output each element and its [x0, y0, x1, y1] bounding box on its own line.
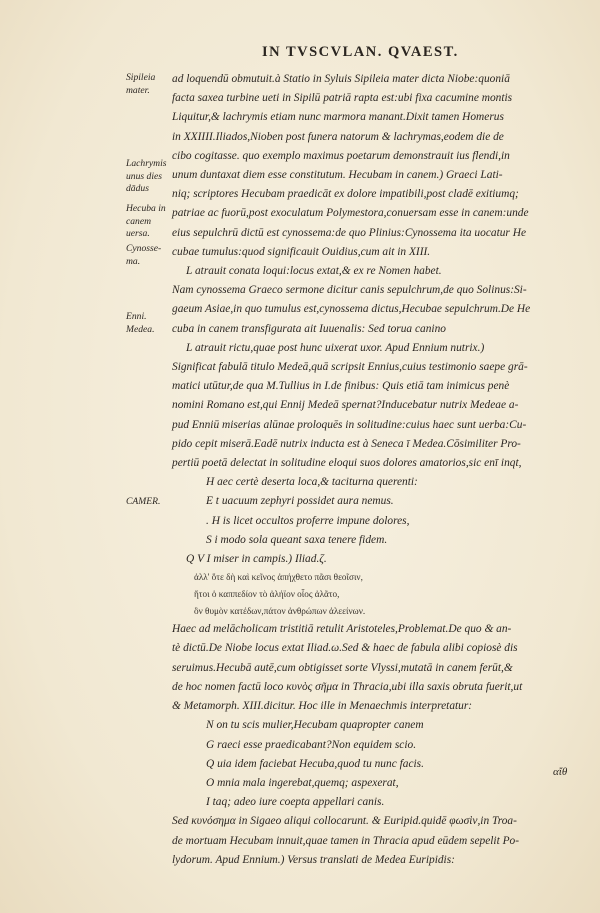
text-line: I taq; adeo iure coepta appellari canis.	[206, 796, 385, 809]
text-line: seruimus.Hecubā autē,cum obtigisset sorte Vlyssi,mutatā in canem ferūt,&	[172, 661, 513, 674]
catchword: αἴθ	[553, 766, 568, 778]
text-line: L atrauit rictu,quae post hunc uixerat uxor. Apud Ennium nutrix.)	[186, 341, 485, 354]
main-text	[172, 70, 564, 870]
running-head: IN TVSCVLAN. QVAEST.	[262, 44, 459, 60]
text-line: nomini Romano est,qui Ennij Medeā spernat?Inducebatur nutrix Medeae a-	[172, 399, 519, 412]
text-line: N on tu scis mulier,Hecubam quapropter canem	[206, 719, 424, 732]
text-line: facta saxea turbine ueti in Sipilū patriā rapta est:ubi fixa cacumine montis	[172, 92, 513, 105]
text-line: Nam cynossema Graeco sermone dicitur canis sepulchrum,de quo Solinus:Si-	[172, 284, 527, 297]
text-line: patriae ac fuorū,post exoculatum Polymestora,conuersam esse in canem:unde	[172, 207, 529, 220]
text-line: de mortuam Hecubam innuit,quae tamen in Thracia apud eūdem sepelit Po-	[172, 834, 520, 847]
margin-note: Enni. Medea.	[126, 311, 155, 335]
text-line: lydorum. Apud Ennium.) Versus translati de Medea Euripidis:	[172, 853, 455, 866]
text-line: matici utūtur,de qua M.Tullius in I.de finibus: Quis etiā tam inimicus penè	[172, 380, 510, 393]
text-line: G raeci esse praedicabant?Non equidem scio.	[206, 738, 417, 751]
margin-note: CAMER.	[126, 496, 161, 507]
text-line: ἤτοι ὁ καππεδίον τὸ ἀλήϊον οἶος ἀλᾶτο,	[194, 589, 340, 600]
text-line: Q uia idem faciebat Hecuba,quod tu nunc facis.	[206, 757, 424, 770]
text-line: cuba in canem transfigurata ait Iuuenalis: Sed torua canino	[172, 322, 446, 335]
text-line: Sed κυνόσημα in Sigaeo aliqui collocarunt. & Euripid.quidē φωσὶν,in Troa-	[172, 815, 517, 828]
text-line: Significat fabulā titulo Medeā,quā scripsit Ennius,cuius testimonio saepe grā-	[172, 361, 528, 374]
margin-note: Hecuba in canem uersa.	[126, 203, 166, 240]
text-line: & Metamorph. XIII.dicitur. Hoc ille in Menaechmis interpretatur:	[172, 700, 473, 713]
text-line: Haec ad melācholicam tristitiā retulit Aristoteles,Problemat.De quo & an-	[172, 623, 512, 636]
text-line: de hoc nomen factū loco κυνὸς σῆμα in Thracia,ubi illa saxis obruta fuerit,ut	[172, 680, 523, 693]
text-line: ad loquendū obmutuit.à Statio in Syluis Sipileia mater dicta Niobe:quoniā	[172, 73, 510, 85]
text-line: cubae tumulus:quod significauit Ouidius,cum ait in XIII.	[172, 245, 431, 258]
text-line: tè dictū.De Niobe locus extat Iliad.ω.Sed & haec de fabula alibi copiosè dis	[172, 642, 518, 655]
text-line: unum duntaxat diem esse constitutum. Hecubam in canem.) Graeci Lati-	[172, 169, 503, 182]
text-line: . H is licet occultos proferre impune dolores,	[206, 514, 410, 527]
margin-note: Cynosse-ma.	[126, 243, 162, 267]
text-line: gaeum Asiae,in quo tumulus est,cynossema dictus,Hecubae sepulchrum.De He	[172, 303, 531, 316]
text-line: pido cepit miserā.Eadē nutrix inducta est à Seneca ī Medea.Cōsimiliter Pro-	[172, 437, 521, 450]
margin-note: Sipileia mater.	[126, 72, 156, 96]
text-line: ἀλλ' ὅτε δὴ καὶ κεῖνος ἀπήχθετο πᾶσι θεοῖσιν,	[194, 572, 363, 583]
text-line: pud Enniū miserias alūnae proloquēs in solitudine:cuius haec sunt uerba:Cu-	[172, 418, 527, 431]
text-line: in XXIIII.Iliados,Nioben post funera natorum & lachrymas,eodem die de	[172, 130, 504, 143]
text-line: eius sepulchrū dictū est cynossema:de quo Plinius:Cynossema ita uocatur He	[172, 226, 526, 239]
text-line: L atrauit conata loqui:locus extat,& ex re Nomen habet.	[186, 265, 442, 278]
text-line: Q V I miser in campis.) Iliad.ζ.	[186, 553, 327, 566]
text-line: pertiū poetā delectat in solitudine eloqui suos dolores amatorios,sic enī inqt,	[172, 457, 522, 470]
text-line: niq; scriptores Hecubam praedicāt ex dolore impatibili,post cladē exitiumq;	[172, 188, 519, 201]
text-line: ὃν θυμὸν κατέδων,πάτον ἀνθρώπων ἀλεείνων.	[194, 606, 366, 617]
text-line: O mnia mala ingerebat,quemq; aspexerat,	[206, 776, 399, 789]
text-line: cibo cogitasse. quo exemplo maximus poetarum demonstrauit ius flendi,in	[172, 149, 510, 162]
text-line: H aec certè deserta loca,& taciturna querenti:	[206, 476, 418, 489]
text-line: S i modo sola queant saxa tenere fidem.	[206, 533, 388, 546]
text-line: Liquitur,& lachrymis etiam nunc marmora manant.Dixit tamen Homerus	[172, 111, 504, 124]
margin-note: Lachrymis unus dies dādus	[126, 158, 167, 195]
text-line: E t uacuum zephyri possidet aura nemus.	[206, 495, 394, 508]
